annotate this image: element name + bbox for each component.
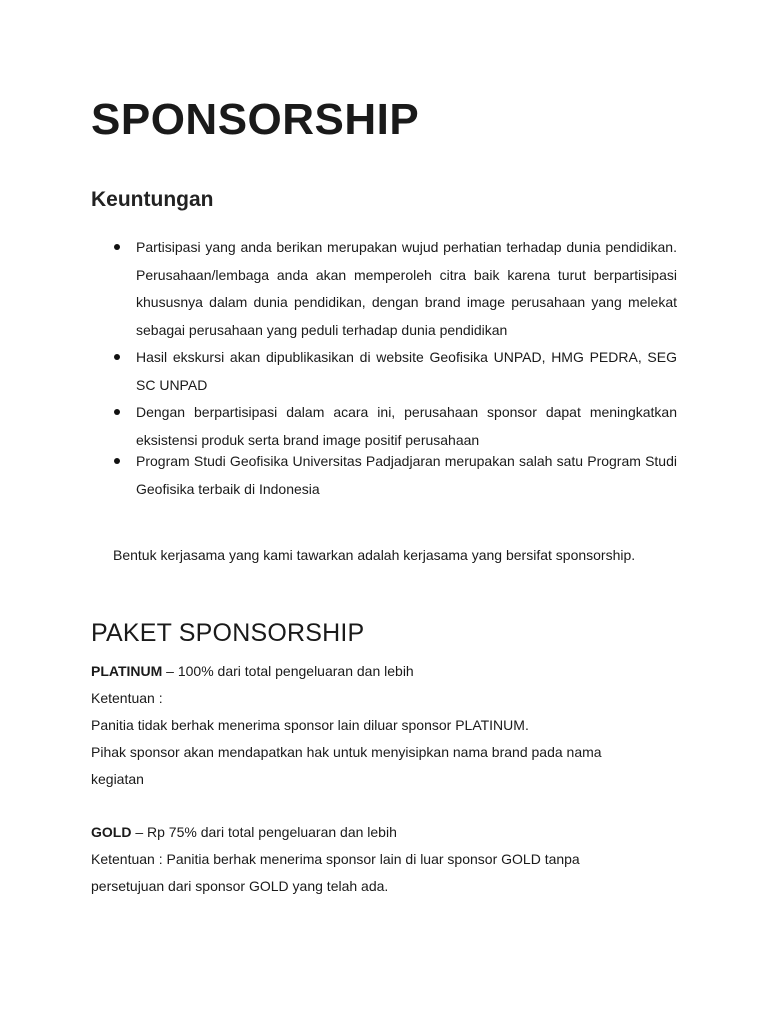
gold-name: GOLD <box>91 824 132 840</box>
platinum-desc: – 100% dari total pengeluaran dan lebih <box>162 663 414 679</box>
platinum-name: PLATINUM <box>91 663 163 679</box>
gold-desc: – Rp 75% dari total pengeluaran dan lebih <box>131 824 397 840</box>
cooperation-statement: Bentuk kerjasama yang kami tawarkan adalah kerjasama yang bersifat sponsorship. <box>113 547 636 563</box>
gold-line <box>91 819 681 846</box>
packages-heading: PAKET SPONSORSHIP <box>91 619 365 647</box>
document-title: SPONSORSHIP <box>91 95 420 144</box>
platinum-line <box>91 658 681 685</box>
platinum-term-1: Panitia tidak berhak menerima sponsor lain diluar sponsor PLATINUM. <box>91 717 529 733</box>
package-gold <box>91 819 681 900</box>
benefit-item-2: Hasil ekskursi akan dipublikasikan di website Geofisika UNPAD, HMG PEDRA, SEG SC UNPAD <box>110 344 677 399</box>
package-platinum <box>91 658 681 793</box>
platinum-terms-label: Ketentuan : <box>91 690 163 706</box>
benefit-item-3: Dengan berpartisipasi dalam acara ini, perusahaan sponsor dapat meningkatkan eksistensi produk serta brand image positif perusahaan <box>110 399 677 454</box>
gold-terms: Ketentuan : Panitia berhak menerima sponsor lain di luar sponsor GOLD tanpa persetujuan dari sponsor GOLD yang telah ada. <box>91 851 580 894</box>
benefits-heading: Keuntungan <box>91 188 214 211</box>
benefit-item-4: Program Studi Geofisika Universitas Padjadjaran merupakan salah satu Program Studi Geofisika terbaik di Indonesia <box>110 448 677 503</box>
platinum-term-2: Pihak sponsor akan mendapatkan hak untuk menyisipkan nama brand pada nama kegiatan <box>91 744 602 787</box>
benefit-item-1: Partisipasi yang anda berikan merupakan wujud perhatian terhadap dunia pendidikan. Perusahaan/lembaga anda akan memperoleh citra baik karena turut berpartisipasi khususnya dalam dunia pendidikan, dengan brand image perusahaan yang melekat sebagai perusahaan yang peduli terhadap dunia pendidikan <box>110 234 677 344</box>
benefits-list <box>110 234 677 503</box>
